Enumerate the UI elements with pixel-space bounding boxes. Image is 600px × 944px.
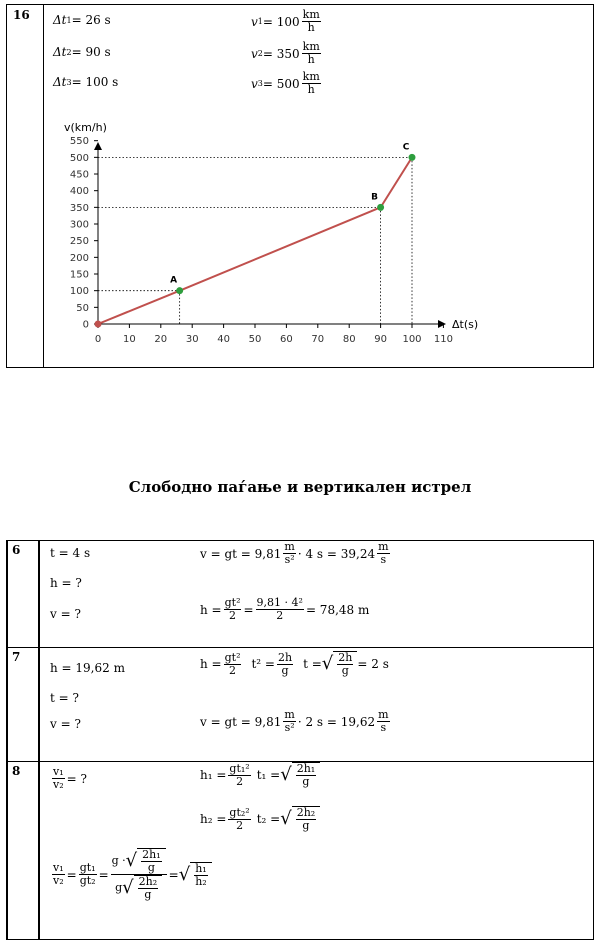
x-tick-label: 0	[94, 334, 102, 345]
y-tick-label: 250	[69, 236, 89, 248]
given-v3: v 3 = 500 km h	[251, 70, 320, 97]
y-tick-label: 100	[69, 286, 89, 298]
given-dt3: Δt 3 = 100 s	[53, 75, 119, 89]
x-tick-label: 60	[280, 334, 293, 345]
p8-ratio-derivation: $\frac{\text{v₁}}{\text{v₂}}$ = $\frac{\text{gt₁}}{\text{gt₂}}$ = g · √ $\frac{\text{2h₁}}{g}$ g √ $\frac{\text{2h₂}}{g}$ = √ $\frac{\text{h₁}}{\text{h₂}}$	[50, 848, 212, 901]
y-tick-label: 200	[69, 252, 89, 264]
given-dt2: Δt 2 = 90 s	[53, 45, 111, 59]
problem-6-number: 6	[12, 543, 21, 557]
y-tick-label: 0	[82, 319, 89, 331]
p6-unknown-h: h = ?	[50, 576, 82, 590]
p7-unknown-v: v = ?	[50, 717, 81, 731]
p8-unknown-ratio: $\frac{\text{v₁}}{\text{v₂}}$ = ?	[53, 765, 87, 792]
x-tick-label: 70	[311, 334, 325, 345]
data-point	[377, 204, 384, 211]
point-label: B	[371, 192, 379, 203]
data-point	[409, 154, 416, 161]
point-label: C	[402, 142, 410, 153]
y-axis-arrow	[94, 142, 102, 150]
y-tick-label: 500	[69, 152, 89, 164]
y-tick-label: 400	[69, 186, 89, 198]
row-divider	[7, 761, 40, 762]
y-tick-label: 450	[69, 169, 89, 181]
y-axis-label: v(km/h)	[64, 121, 107, 134]
problem-8-number: 8	[12, 764, 21, 778]
velocity-time-chart	[0, 0, 600, 370]
number-column	[6, 540, 40, 940]
velocity-series-line	[98, 157, 412, 324]
x-tick-label: 30	[185, 334, 199, 345]
row-divider	[39, 647, 593, 648]
point-label: A	[170, 275, 178, 286]
x-tick-label: 80	[342, 334, 356, 345]
row-divider	[7, 647, 40, 648]
x-axis-arrow	[438, 320, 446, 328]
p6-given-t: t = 4 s	[50, 546, 91, 560]
data-point	[95, 321, 102, 328]
x-tick-label: 40	[217, 334, 230, 345]
p6-unknown-v: v = ?	[50, 607, 81, 621]
p6-velocity-equation: v = gt = 9,81 m s² · 4 s = 39,24 m s	[200, 540, 389, 567]
p7-given-h: h = 19,62 m	[50, 661, 125, 675]
given-dt1: Δt 1 = 26 s	[53, 13, 111, 27]
p7-time-equation: h = $\frac{\text{gt²}}{2}$ t² = $\frac{2h}{g}$ t = √ $\frac{2h}{g}$ = 2 s	[200, 650, 389, 678]
y-tick-label: 550	[69, 136, 89, 148]
p8-h1-equation: h₁ = $\frac{\text{gt₁²}}{2}$ t₁ = √ $\frac{\text{2h₁}}{g}$	[200, 762, 320, 788]
x-tick-label: 90	[374, 334, 387, 345]
p8-h2-equation: h₂ = $\frac{\text{gt₂²}}{2}$ t₂ = √ $\frac{\text{2h₂}}{g}$	[200, 806, 320, 832]
x-tick-label: 50	[248, 334, 262, 345]
y-tick-label: 150	[69, 269, 89, 281]
x-tick-label: 100	[402, 334, 422, 345]
p7-velocity-equation: v = gt = 9,81 m s² · 2 s = 19,62 m s	[200, 708, 389, 735]
problem-number: 16	[13, 8, 30, 22]
data-point	[176, 287, 183, 294]
x-tick-label: 20	[154, 334, 168, 345]
section-title: Слободно паѓање и вертикален истрел	[128, 478, 472, 496]
x-tick-label: 110	[433, 334, 453, 345]
x-tick-label: 10	[123, 334, 136, 345]
x-axis-label: Δt(s)	[452, 318, 479, 331]
given-v1: v 1 = 100 km h	[251, 8, 320, 35]
problem-7-number: 7	[12, 650, 21, 664]
p6-height-equation: h = $\frac{\text{gt²}}{2}$ = $\frac{\text{9,81 · 4²}}{2}$ = 78,48 m	[200, 596, 370, 623]
y-tick-label: 50	[76, 302, 89, 314]
p7-unknown-t: t = ?	[50, 691, 79, 705]
y-tick-label: 300	[69, 219, 89, 231]
y-tick-label: 350	[69, 202, 89, 214]
given-v2: v 2 = 350 km h	[251, 40, 320, 67]
